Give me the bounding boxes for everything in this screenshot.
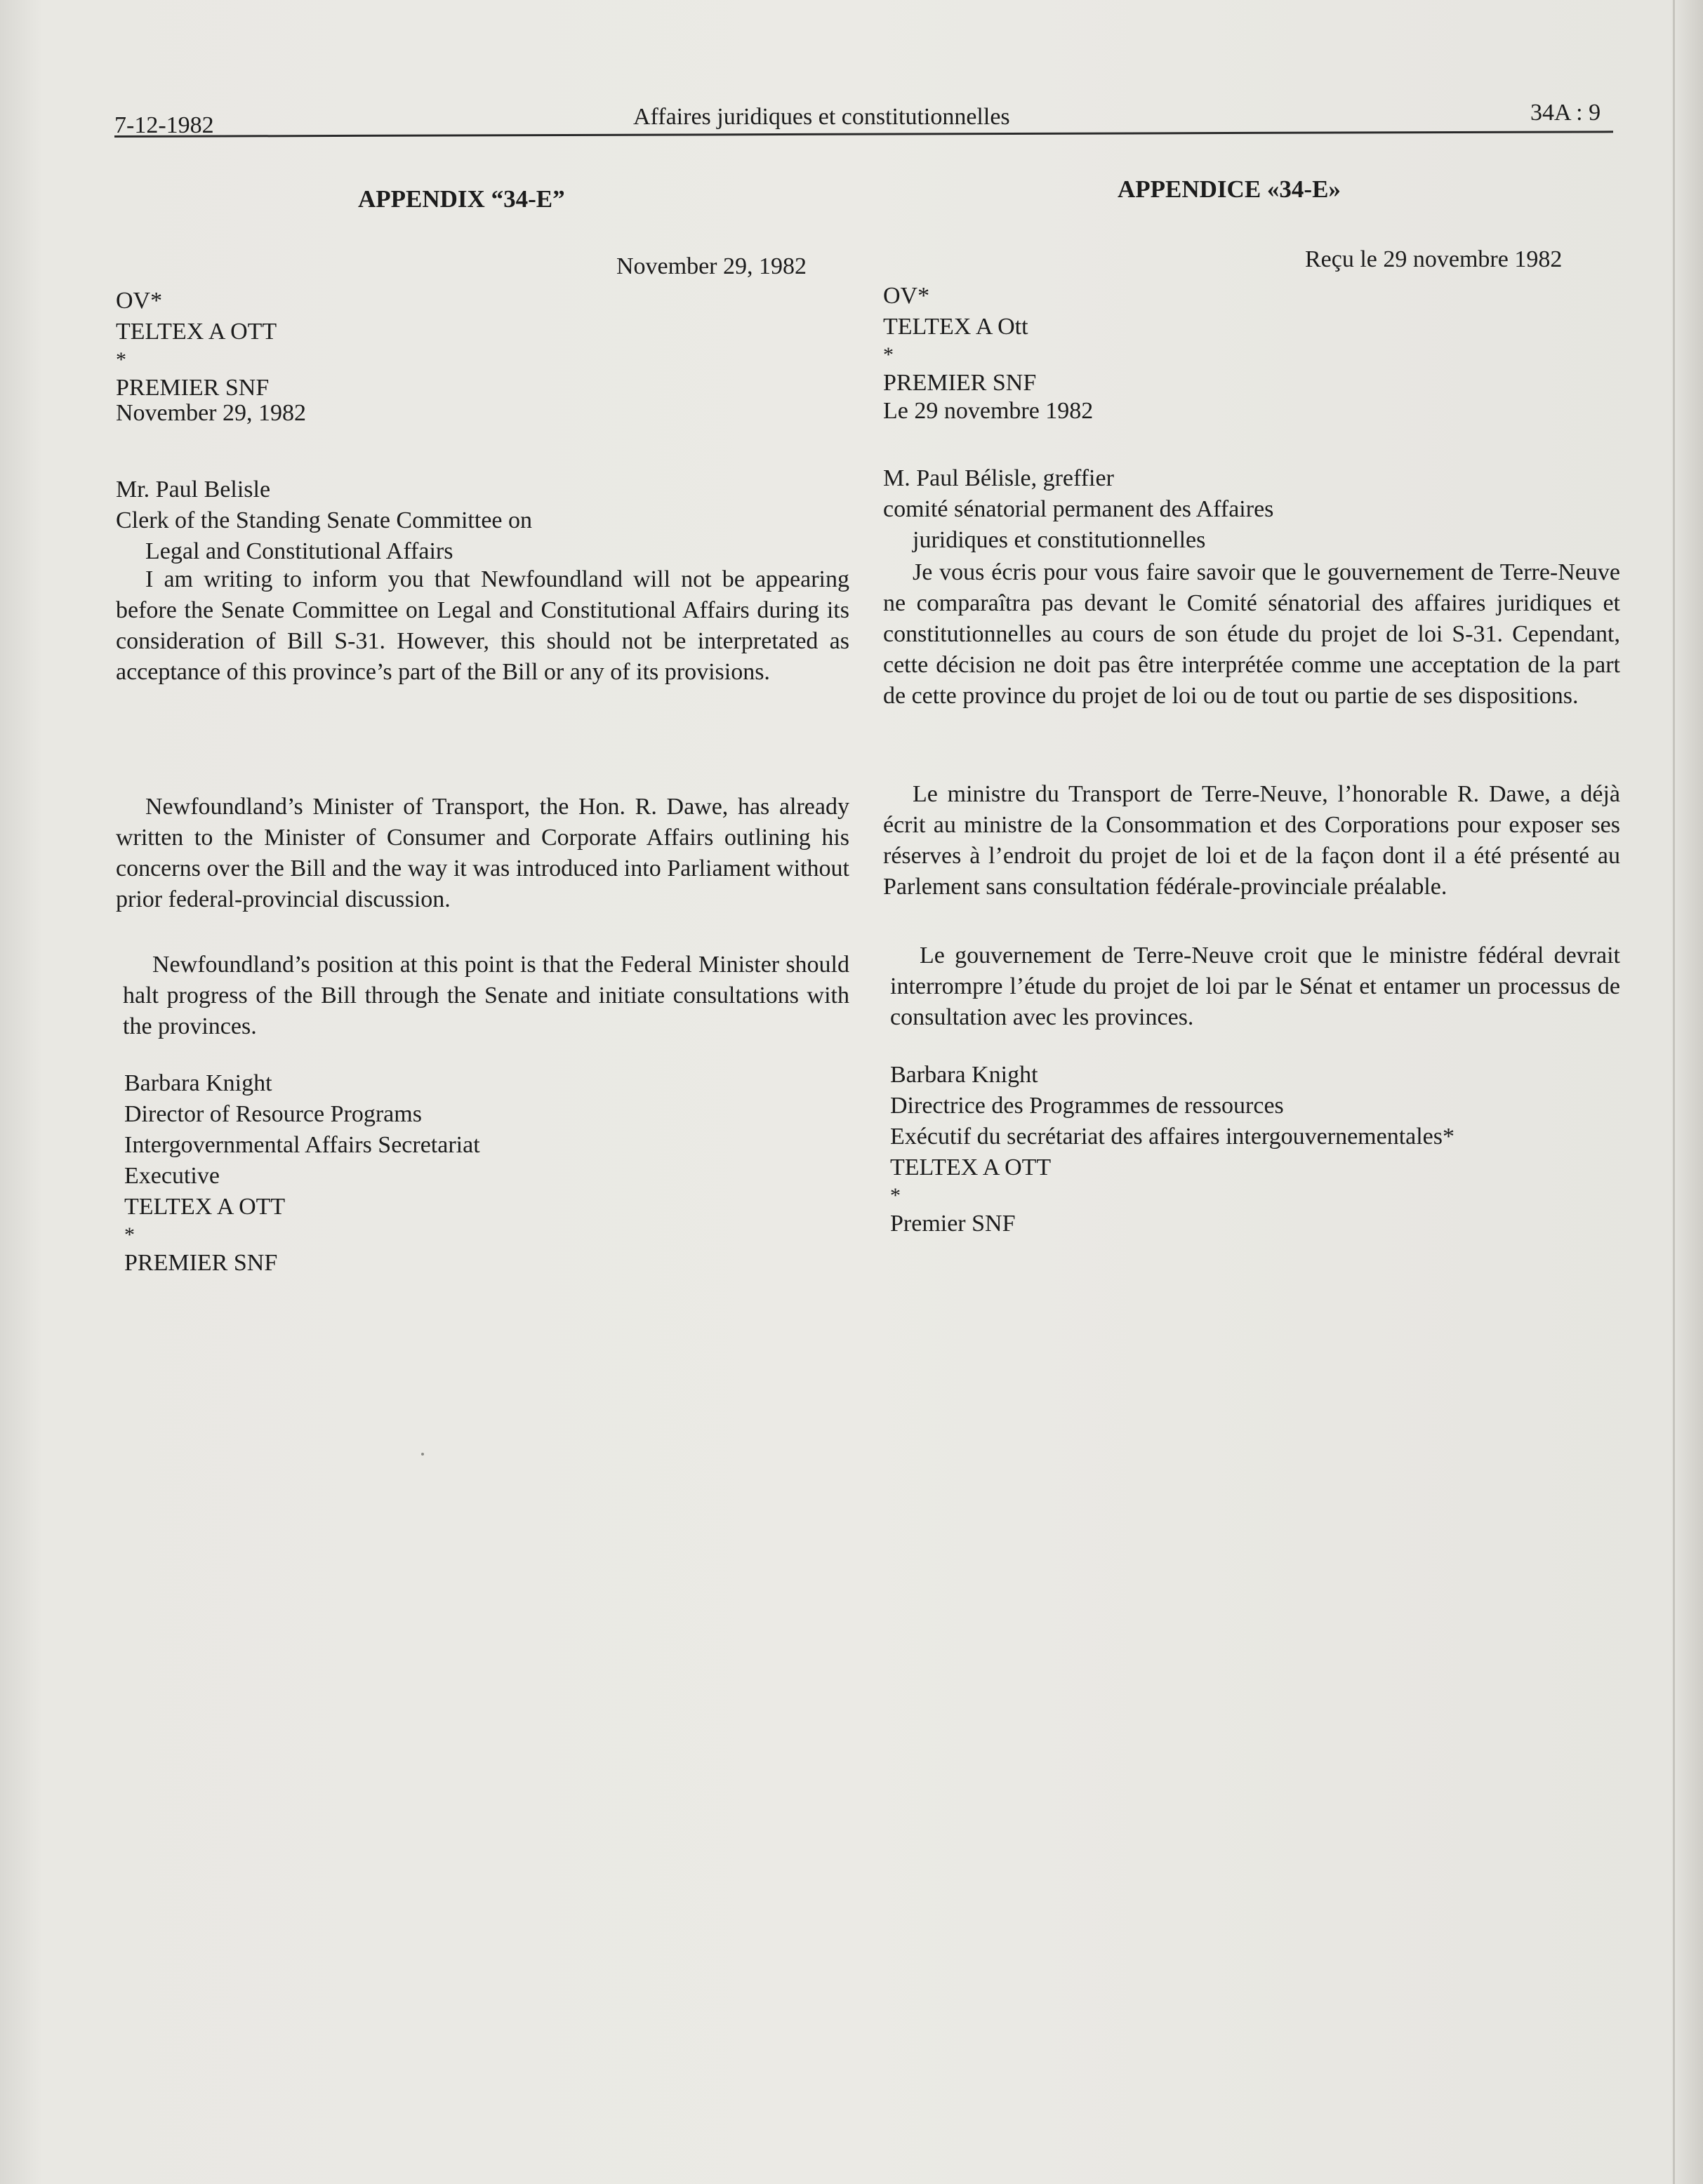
english-signature (124, 1068, 480, 1279)
telex-line: * (116, 348, 126, 371)
telex-line: PREMIER SNF (883, 370, 1037, 396)
signature-line: Director of Resource Programs (124, 1101, 422, 1127)
english-paragraph: Newfoundland’s position at this point is that the Federal Minister should halt progress of the Bill through the Senate and initiate consultations with the provinces. (123, 952, 849, 1039)
signature-line: Intergovernmental Affairs Secretariat (124, 1132, 480, 1158)
signature-line: PREMIER SNF (124, 1250, 278, 1276)
english-paragraph: I am writing to inform you that Newfoundland will not be appearing before the Senate Committee on Legal and Constitutional Affairs during its consideration of Bill S-31. However, this should not be interpretated as acceptance of this province’s part of the Bill or any of its provisions. (116, 566, 849, 685)
english-date: November 29, 1982 (616, 253, 807, 279)
signature-line: Executive (124, 1163, 220, 1189)
telex-line: Le 29 novembre 1982 (883, 398, 1094, 424)
telex-line: * (883, 343, 894, 366)
addressee-line: comité sénatorial permanent des Affaires (883, 496, 1274, 522)
signature-line: TELTEX A OTT (890, 1154, 1052, 1180)
french-paragraph: Je vous écris pour vous faire savoir que le gouvernement de Terre-Neuve ne comparaîtra pas devant le Comité sénatorial des affaires juridiques et constitutionnelles au cours de son étude du projet de loi S-31. Cependant, cette décision ne doit pas être interprétée comme une acceptation de la part de cette province du projet de loi ou de tout ou partie de ses dispositions. (883, 559, 1620, 709)
signature-line: Exécutif du secrétariat des affaires intergouvernementales* (890, 1124, 1454, 1150)
header-date: 7-12-1982 (114, 112, 214, 138)
french-telex-header (883, 281, 1093, 427)
telex-line: OV* (883, 283, 930, 309)
addressee-line: Legal and Constitutional Affairs (145, 538, 453, 564)
french-addressee (883, 463, 1273, 556)
english-telex-header (116, 286, 306, 429)
addressee-line: Clerk of the Standing Senate Committee on (116, 507, 533, 533)
page-number: 34A : 9 (1530, 100, 1601, 126)
telex-line: TELTEX A OTT (116, 319, 277, 345)
paper-speck (421, 1453, 424, 1456)
signature-line: TELTEX A OTT (124, 1194, 286, 1220)
header-title: Affaires juridiques et constitutionnelles (633, 104, 1010, 130)
signature-line: Directrice des Programmes de ressources (890, 1093, 1284, 1119)
addressee-line: M. Paul Bélisle, greffier (883, 465, 1114, 491)
header-rule (114, 131, 1613, 138)
signature-line: Premier SNF (890, 1211, 1016, 1237)
french-paragraph: Le gouvernement de Terre-Neuve croit que le ministre fédéral devrait interrompre l’étude du projet de loi par le Sénat et entamer un processus de consultation avec les provinces. (890, 943, 1620, 1030)
page-edge (1673, 0, 1675, 2184)
signature-line: * (890, 1184, 901, 1207)
telex-line: TELTEX A Ott (883, 314, 1028, 340)
english-addressee (116, 474, 532, 567)
french-date: Reçu le 29 novembre 1982 (1305, 246, 1563, 272)
signature-line: * (124, 1223, 135, 1246)
telex-line: OV* (116, 288, 163, 314)
signature-line: Barbara Knight (890, 1062, 1038, 1088)
addressee-line: Mr. Paul Belisle (116, 477, 271, 502)
english-appendix-title: APPENDIX “34-E” (358, 185, 565, 213)
english-paragraph: Newfoundland’s Minister of Transport, the Hon. R. Dawe, has already written to the Minister of Consumer and Corporate Affairs outlining his concerns over the Bill and the way it was introduced into Parliament without prior federal-provincial discussion. (116, 794, 849, 912)
french-signature (890, 1060, 1454, 1239)
telex-line: November 29, 1982 (116, 400, 307, 426)
french-paragraph: Le ministre du Transport de Terre-Neuve, l’honorable R. Dawe, a déjà écrit au ministre de la Consommation et des Corporations pour exposer ses réserves à l’endroit du projet de loi et de la façon dont il a été présenté au Parlement sans consultation fédérale-provinciale préalable. (883, 781, 1620, 900)
signature-line: Barbara Knight (124, 1070, 272, 1096)
french-appendix-title: APPENDICE «34-E» (1118, 175, 1341, 203)
addressee-line: juridiques et constitutionnelles (913, 527, 1206, 553)
telex-line: PREMIER SNF (116, 375, 270, 401)
